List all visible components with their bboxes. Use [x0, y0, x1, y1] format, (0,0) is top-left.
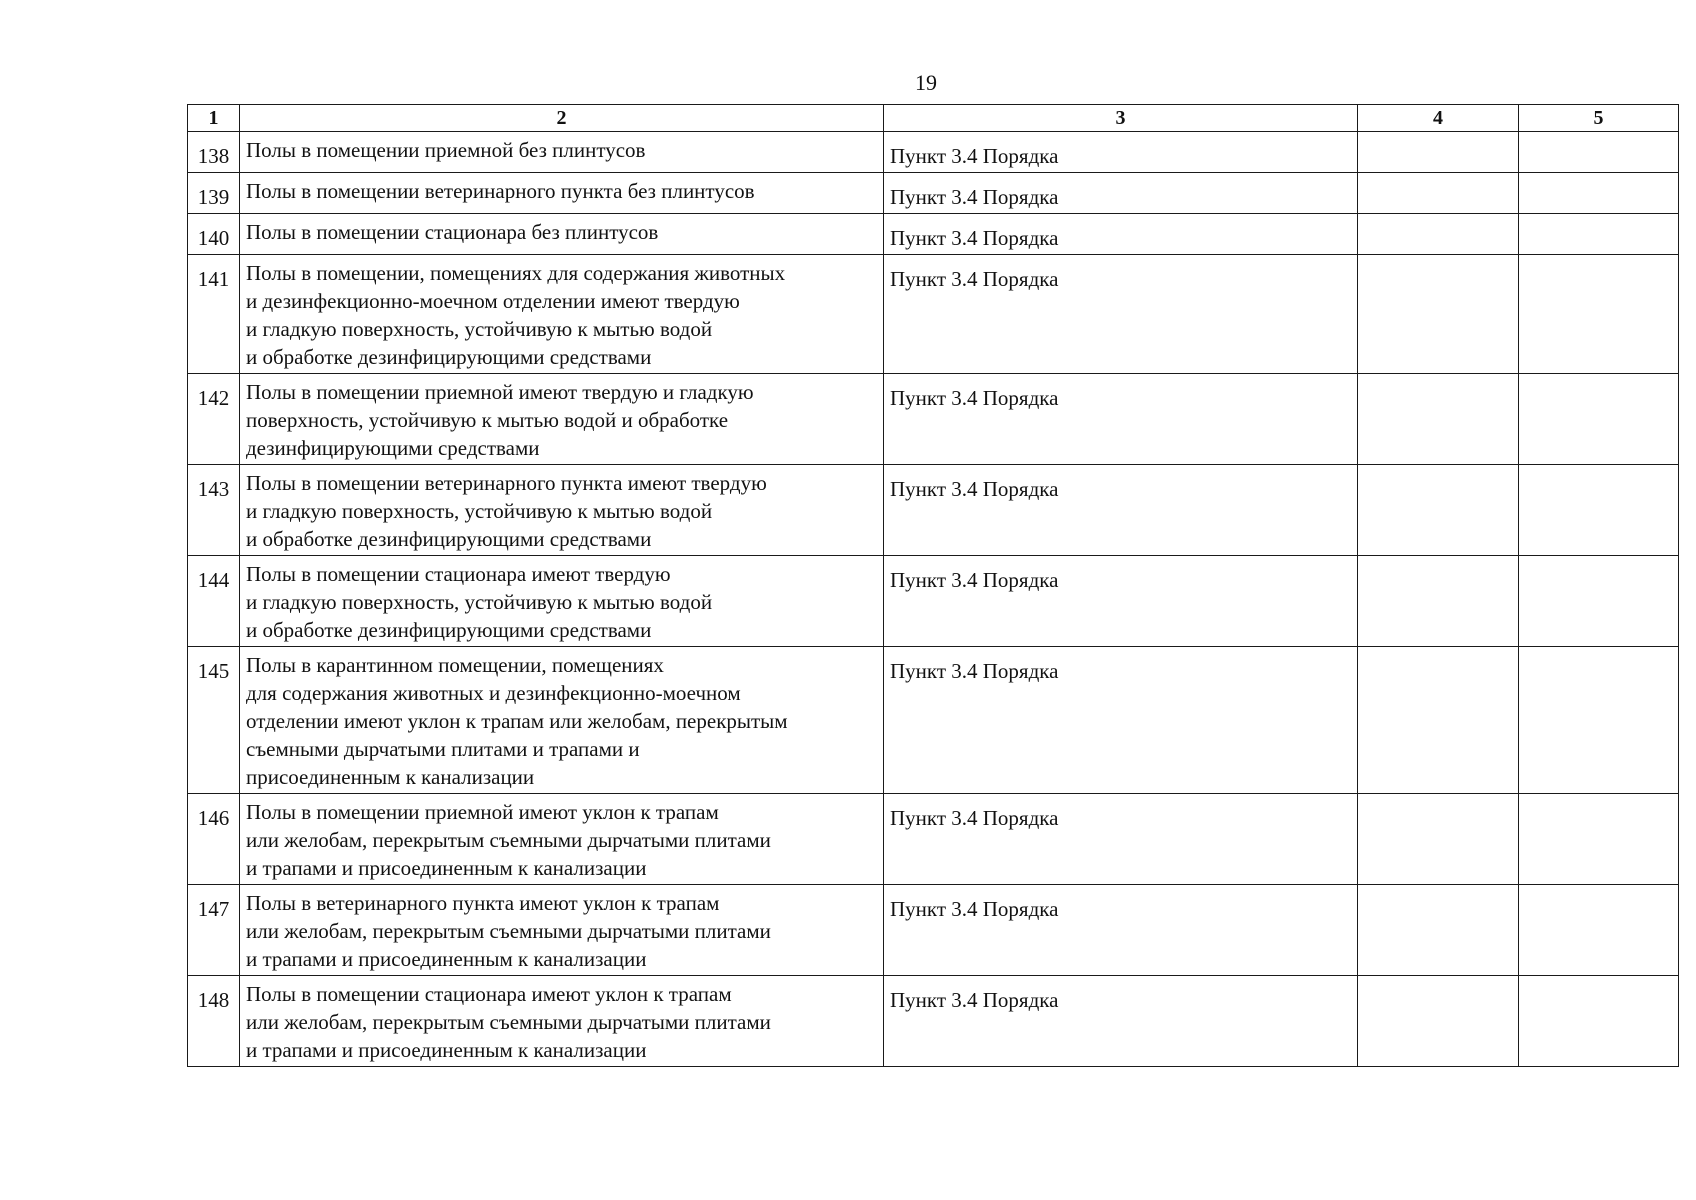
legal-reference-cell: Пункт 3.4 Порядка — [884, 465, 1358, 556]
legal-reference-cell: Пункт 3.4 Порядка — [884, 647, 1358, 794]
row-number: 142 — [188, 374, 240, 465]
requirement-text-line: для содержания животных и дезинфекционно-моечном — [246, 681, 741, 705]
column-4-cell — [1358, 374, 1519, 465]
requirement-cell — [240, 173, 884, 214]
table-row — [188, 214, 1679, 255]
row-number: 138 — [188, 132, 240, 173]
column-5-cell — [1519, 132, 1679, 173]
column-4-cell — [1358, 465, 1519, 556]
requirement-cell — [240, 214, 884, 255]
requirement-text-line: и обработке дезинфицирующими средствами — [246, 618, 652, 642]
row-number: 141 — [188, 255, 240, 374]
table-row — [188, 173, 1679, 214]
requirement-text-line: Полы в помещении стационара без плинтусов — [246, 220, 659, 244]
legal-reference-cell: Пункт 3.4 Порядка — [884, 374, 1358, 465]
requirement-cell — [240, 465, 884, 556]
requirement-text-line: и дезинфекционно-моечном отделении имеют твердую — [246, 289, 740, 313]
column-4-cell — [1358, 132, 1519, 173]
requirement-text-line: и обработке дезинфицирующими средствами — [246, 527, 652, 551]
requirement-text-line: и трапами и присоединенным к канализации — [246, 1038, 647, 1062]
requirement-cell — [240, 647, 884, 794]
requirement-text-line: поверхность, устойчивую к мытью водой и обработке — [246, 408, 729, 432]
requirement-text-line: Полы в помещении стационара имеют твердую — [246, 562, 671, 586]
checklist-table — [187, 104, 1679, 1067]
table-row — [188, 374, 1679, 465]
requirement-text-line: и гладкую поверхность, устойчивую к мытью водой — [246, 499, 713, 523]
row-number: 148 — [188, 976, 240, 1067]
requirement-text-line: Полы в помещении приемной имеют уклон к трапам — [246, 800, 719, 824]
requirement-text-line: или желобам, перекрытым съемными дырчатыми плитами — [246, 919, 771, 943]
column-4-cell — [1358, 647, 1519, 794]
table-row — [188, 465, 1679, 556]
requirement-cell — [240, 255, 884, 374]
column-header-4: 4 — [1358, 105, 1519, 132]
column-4-cell — [1358, 214, 1519, 255]
requirement-text-line: и гладкую поверхность, устойчивую к мытью водой — [246, 590, 713, 614]
requirement-cell — [240, 132, 884, 173]
table-row — [188, 255, 1679, 374]
requirement-cell — [240, 374, 884, 465]
requirement-text-line: Полы в помещении стационара имеют уклон к трапам — [246, 982, 732, 1006]
header-row — [188, 105, 1679, 132]
legal-reference-cell: Пункт 3.4 Порядка — [884, 255, 1358, 374]
legal-reference-cell: Пункт 3.4 Порядка — [884, 794, 1358, 885]
legal-reference-cell: Пункт 3.4 Порядка — [884, 214, 1358, 255]
requirement-text-line: или желобам, перекрытым съемными дырчатыми плитами — [246, 1010, 771, 1034]
requirement-cell — [240, 794, 884, 885]
column-4-cell — [1358, 255, 1519, 374]
column-5-cell — [1519, 885, 1679, 976]
row-number: 146 — [188, 794, 240, 885]
table-body — [188, 132, 1679, 1067]
column-4-cell — [1358, 556, 1519, 647]
column-5-cell — [1519, 976, 1679, 1067]
requirement-text-line: и обработке дезинфицирующими средствами — [246, 345, 652, 369]
requirement-text-line: съемными дырчатыми плитами и трапами и — [246, 737, 640, 761]
row-number: 143 — [188, 465, 240, 556]
legal-reference-cell: Пункт 3.4 Порядка — [884, 132, 1358, 173]
requirement-text-line: или желобам, перекрытым съемными дырчатыми плитами — [246, 828, 771, 852]
table-row — [188, 132, 1679, 173]
requirement-text-line: Полы в карантинном помещении, помещениях — [246, 653, 664, 677]
row-number: 144 — [188, 556, 240, 647]
column-5-cell — [1519, 173, 1679, 214]
requirement-text-line: и трапами и присоединенным к канализации — [246, 947, 647, 971]
column-5-cell — [1519, 214, 1679, 255]
table-row — [188, 794, 1679, 885]
column-header-5: 5 — [1519, 105, 1679, 132]
requirement-text-line: и гладкую поверхность, устойчивую к мытью водой — [246, 317, 713, 341]
column-header-2: 2 — [240, 105, 884, 132]
legal-reference-cell: Пункт 3.4 Порядка — [884, 976, 1358, 1067]
requirement-text-line: Полы в помещении приемной без плинтусов — [246, 138, 646, 162]
row-number: 139 — [188, 173, 240, 214]
requirement-text-line: дезинфицирующими средствами — [246, 436, 540, 460]
column-5-cell — [1519, 374, 1679, 465]
requirement-text-line: присоединенным к канализации — [246, 765, 535, 789]
requirement-text-line: отделении имеют уклон к трапам или желобам, перекрытым — [246, 709, 788, 733]
table-header — [188, 105, 1679, 132]
column-5-cell — [1519, 556, 1679, 647]
requirement-text-line: Полы в помещении ветеринарного пункта без плинтусов — [246, 179, 755, 203]
column-5-cell — [1519, 647, 1679, 794]
table-row — [188, 885, 1679, 976]
column-4-cell — [1358, 794, 1519, 885]
legal-reference-cell: Пункт 3.4 Порядка — [884, 173, 1358, 214]
column-4-cell — [1358, 976, 1519, 1067]
legal-reference-cell: Пункт 3.4 Порядка — [884, 556, 1358, 647]
column-header-3: 3 — [884, 105, 1358, 132]
column-4-cell — [1358, 885, 1519, 976]
requirement-text-line: Полы в помещении ветеринарного пункта имеют твердую — [246, 471, 767, 495]
requirement-text-line: Полы в ветеринарного пункта имеют уклон к трапам — [246, 891, 720, 915]
requirement-text-line: Полы в помещении приемной имеют твердую и гладкую — [246, 380, 754, 404]
legal-reference-cell: Пункт 3.4 Порядка — [884, 885, 1358, 976]
table-row — [188, 556, 1679, 647]
column-4-cell — [1358, 173, 1519, 214]
requirement-cell — [240, 556, 884, 647]
row-number: 140 — [188, 214, 240, 255]
column-5-cell — [1519, 465, 1679, 556]
requirement-text-line: и трапами и присоединенным к канализации — [246, 856, 647, 880]
table-row — [188, 976, 1679, 1067]
column-5-cell — [1519, 794, 1679, 885]
table-row — [188, 647, 1679, 794]
page-number: 19 — [915, 70, 937, 95]
column-header-1: 1 — [188, 105, 240, 132]
requirement-cell — [240, 885, 884, 976]
row-number: 145 — [188, 647, 240, 794]
requirement-cell — [240, 976, 884, 1067]
column-5-cell — [1519, 255, 1679, 374]
row-number: 147 — [188, 885, 240, 976]
requirement-text-line: Полы в помещении, помещениях для содержания животных — [246, 261, 786, 285]
